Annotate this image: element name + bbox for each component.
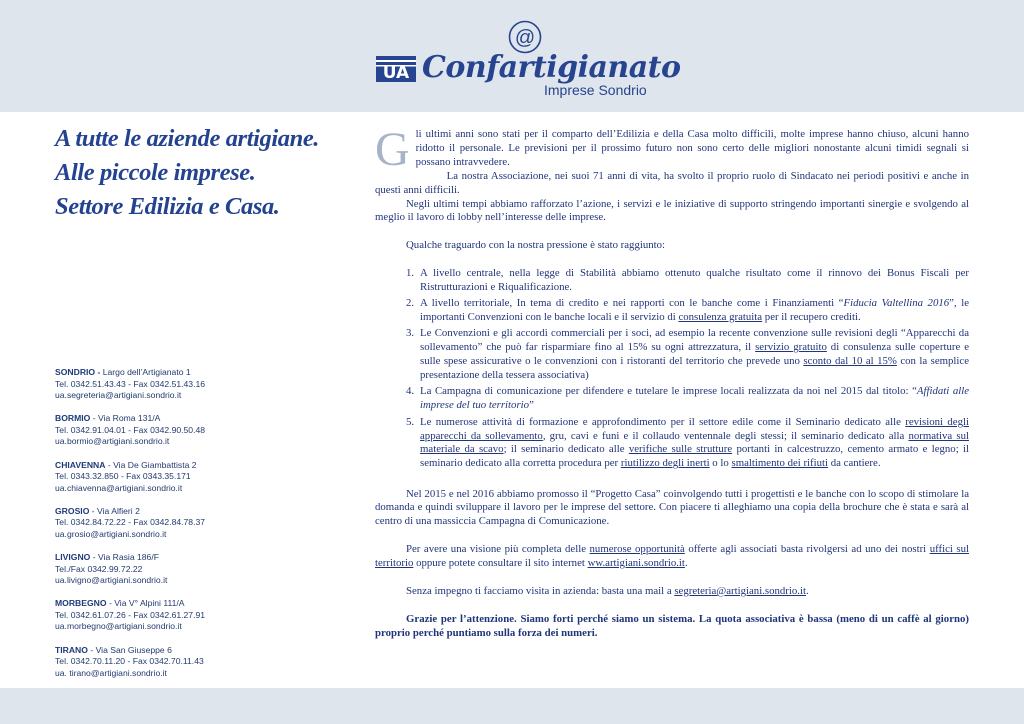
paragraph: Qualche traguardo con la nostra pressione è stato raggiunto:	[406, 239, 666, 252]
achievements-list	[375, 267, 969, 471]
logo-name: Confartigianato	[422, 50, 681, 85]
drop-cap: G	[375, 123, 410, 176]
office-city: CHIAVENNA	[55, 459, 106, 470]
office-bormio: BORMIO - Via Roma 131/A Tel. 0342.91.04.01 - Fax 0342.90.50.48 ua.bormio@artigiani.sondrio.it	[55, 413, 315, 448]
office-city: BORMIO	[55, 413, 91, 424]
office-email[interactable]: ua.grosio@artigiani.sondrio.it	[55, 528, 167, 539]
office-address: Largo dell’Artigianato 1	[102, 367, 191, 377]
office-city: MORBEGNO	[55, 598, 107, 609]
office-email[interactable]: ua.chiavenna@artigiani.sondrio.it	[55, 482, 183, 493]
office-phone: Tel. 0343.32.850 - Fax 0343.35.171	[55, 471, 191, 482]
paragraph: Negli ultimi tempi abbiamo rafforzato l’azione, i servizi e le iniziative di supporto stringendo importanti sinergie e svolgendo al meglio il lavoro di lobby nell’interesse delle imprese.	[375, 197, 969, 224]
office-grosio: GROSIO - Via Alfieri 2 Tel. 0342.84.72.22 - Fax 0342.84.78.37 ua.grosio@artigiani.sondrio.it	[55, 506, 315, 541]
office-city: GROSIO	[55, 505, 90, 516]
link-servizio-gratuito[interactable]: servizio gratuito	[755, 341, 827, 354]
office-morbegno: MORBEGNO - Via V° Alpini 111/A Tel. 0342.61.07.26 - Fax 0342.61.27.91 ua.morbegno@artigiani.sondrio.it	[55, 598, 315, 633]
headline-line: A tutte le aziende artigiane.	[55, 125, 320, 152]
list-item: 2. A livello territoriale, In tema di credito e nei rapporti con le banche come i Finanziamenti “Fiducia Valtellina 2016”, le importanti Convenzioni con le banche locali e il servizio di consulenza gratuita per il recupero crediti.	[406, 297, 970, 324]
link-sconto[interactable]: sconto dal 10 al 15%	[803, 355, 897, 368]
office-address: Via De Giambattista 2	[113, 459, 197, 470]
svg-text:UA: UA	[382, 63, 410, 82]
ua-mark-icon	[376, 56, 416, 82]
office-city: TIRANO	[55, 644, 88, 655]
office-tirano: TIRANO - Via San Giuseppe 6 Tel. 0342.70.11.20 - Fax 0342.70.11.43 ua. tirano@artigiani.sondrio.it	[55, 645, 315, 680]
paragraph: Per avere una visione più completa delle numerose opportunità offerte agli associati basta rivolgersi ad uno dei nostri uffici sul territorio oppure potete consultare il sito internet ww.artigiani.sondrio.it.	[375, 543, 969, 570]
link-revisioni[interactable]: revisioni degli apparecchi da sollevamento	[420, 415, 969, 442]
link-normativa[interactable]: normativa sul materiale da scavo	[420, 429, 969, 456]
office-city: SONDRIO	[55, 367, 96, 377]
office-phone: Tel. 0342.51.43.43 - Fax 0342.51.43.16	[55, 378, 206, 389]
footer-band	[0, 688, 1024, 724]
link-riutilizzo[interactable]: riutilizzo degli inerti	[620, 457, 710, 470]
svg-text:@: @	[514, 27, 536, 49]
office-email[interactable]: ua.segreteria@artigiani.sondrio.it	[55, 390, 182, 400]
headline	[55, 122, 355, 224]
confartigianato-logo	[376, 20, 681, 100]
list-item: 5. Le numerose attività di formazione e approfondimento per il settore edile come il Seminario dedicato alle revisioni degli apparecchi da sollevamento, gru, cavi e funi e il collaudo ventennale degli stessi; il seminario dedicato alla normativa sul materiale da scavo; il seminario dedicato alle verifiche sulle strutture portanti in calcestruzzo, cemento armato e legno; il seminario dedicato alla corretta procedura per riutilizzo degli inerti o lo smaltimento dei rifiuti da cantiere.	[406, 415, 969, 470]
list-item: 1. A livello centrale, nella legge di Stabilità abbiamo ottenuto qualche risultato come il rinnovo dei Bonus Fiscali per Ristrutturazioni e Riqualificazione.	[406, 267, 969, 293]
office-city: LIVIGNO	[55, 552, 91, 563]
office-livigno: LIVIGNO - Via Rasia 186/F Tel./Fax 0342.99.72.22 ua.livigno@artigiani.sondrio.it	[55, 552, 315, 587]
office-sondrio: SONDRIO - Largo dell’Artigianato 1 Tel. 0342.51.43.43 - Fax 0342.51.43.16 ua.segreteria@artigiani.sondrio.it	[55, 367, 315, 402]
website-link[interactable]: ww.artigiani.sondrio.it	[587, 557, 685, 570]
paragraph: La nostra Associazione, nei suoi 71 anni di vita, ha svolto il proprio ruolo di Sindacato nei periodi positivi e anche in questi anni difficili.	[375, 169, 969, 196]
headline-line: Settore Edilizia e Casa.	[55, 193, 280, 220]
link-uffici[interactable]: uffici sul territorio	[375, 543, 969, 570]
at-symbol-icon	[508, 20, 542, 54]
office-address: Via V° Alpini 111/A	[114, 598, 185, 609]
paragraph: Nel 2015 e nel 2016 abbiamo promosso il “Progetto Casa” coinvolgendo tutti i progettisti e le banche con lo scopo di stimolare la domanda e quindi sviluppare il lavoro per le imprese del settore. Con piacere ti alleghiamo una copia della brochure che è stata e sarà al centro di una massiccia Campagna di Comunicazione.	[375, 487, 969, 528]
office-address: Via Rasia 186/F	[97, 552, 159, 563]
email-link[interactable]: segreteria@artigiani.sondrio.it	[674, 584, 806, 597]
office-phone: Tel. 0342.61.07.26 - Fax 0342.61.27.91	[55, 609, 206, 620]
link-consulenza[interactable]: consulenza gratuita	[678, 311, 763, 324]
office-chiavenna: CHIAVENNA - Via De Giambattista 2 Tel. 0343.32.850 - Fax 0343.35.171 ua.chiavenna@artigiani.sondrio.it	[55, 460, 315, 495]
office-list	[55, 367, 315, 691]
list-item: 4. La Campagna di comunicazione per difendere e tutelare le imprese locali realizzata da noi nel 2015 dal titolo: “Affidati alle imprese del tuo territorio”	[406, 385, 970, 412]
office-email[interactable]: ua.livigno@artigiani.sondrio.it	[55, 575, 168, 586]
logo-subtitle: Imprese Sondrio	[544, 82, 647, 98]
office-email[interactable]: ua.bormio@artigiani.sondrio.it	[55, 436, 170, 447]
paragraph: Senza impegno ti facciamo visita in azienda: basta una mail a segreteria@artigiani.sondrio.it.	[406, 584, 809, 597]
office-email[interactable]: ua.morbegno@artigiani.sondrio.it	[55, 621, 182, 632]
closing-paragraph: Grazie per l’attenzione. Siamo forti perché siamo un sistema. La quota associativa è bassa (meno di un caffè al giorno) proprio perché puntiamo sulla forza dei numeri.	[375, 612, 969, 639]
paragraph-intro: li ultimi anni sono stati per il comparto dell’Edilizia e della Casa molto difficili, molte imprese hanno chiuso, alcuni hanno ridotto il personale. Le previsioni per il prossimo futuro non sono certo delle migliori nonostante alcuni timidi segnali si possano intravvedere.	[415, 128, 969, 168]
office-phone: Tel. 0342.91.04.01 - Fax 0342.90.50.48	[55, 424, 206, 435]
link-opportunita[interactable]: numerose opportunità	[589, 543, 685, 556]
office-address: Via Alfieri 2	[97, 505, 140, 516]
headline-line: Alle piccole imprese.	[55, 159, 256, 186]
office-email[interactable]: ua. tirano@artigiani.sondrio.it	[55, 667, 167, 678]
letter-body	[375, 123, 970, 640]
office-phone: Tel./Fax 0342.99.72.22	[55, 563, 143, 574]
office-phone: Tel. 0342.84.72.22 - Fax 0342.84.78.37	[55, 517, 206, 528]
office-phone: Tel. 0342.70.11.20 - Fax 0342.70.11.43	[55, 656, 204, 667]
list-item: 3. Le Convenzioni e gli accordi commerciali per i soci, ad esempio la recente convenzione sulle revisioni degli “Apparecchi da sollevamento” che può far risparmiare fino al 15% su ogni attrezzatura, il servizio gratuito di consulenza sulle coperture e sulle spese assicurative o le convenzioni con i ristoranti del territorio che prevede uno sconto dal 10 al 15% con la semplice presentazione della tessera associativa)	[406, 327, 969, 382]
link-smaltimento[interactable]: smaltimento dei rifiuti	[731, 457, 829, 470]
office-address: Via San Giuseppe 6	[95, 644, 172, 655]
office-address: Via Roma 131/A	[97, 413, 161, 424]
link-verifiche[interactable]: verifiche sulle strutture	[628, 443, 733, 456]
